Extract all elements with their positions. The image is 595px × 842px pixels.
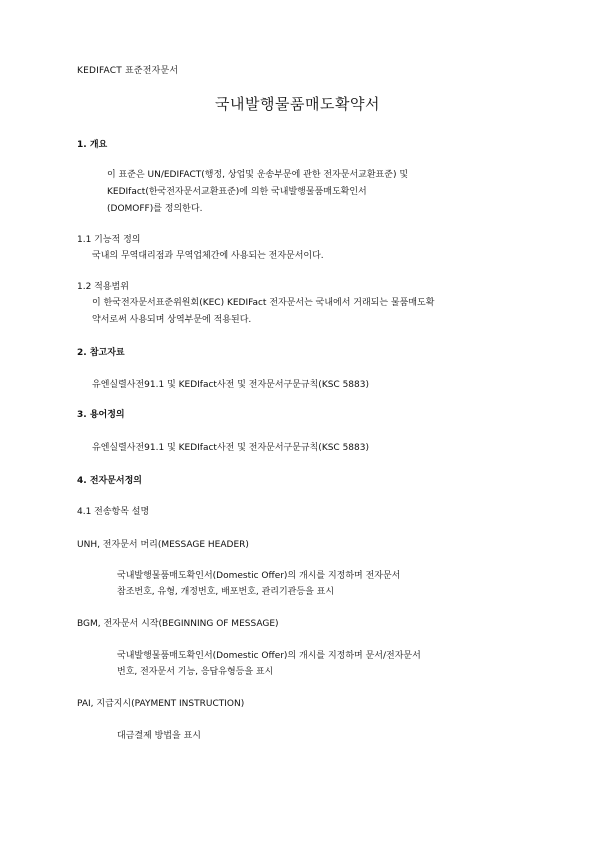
segment-label-bgm: BGM, 전자문서 시작(BEGINNING OF MESSAGE) [77, 619, 279, 629]
scope-line: 약서로써 사용되며 상역부문에 적용된다. [92, 315, 252, 325]
segment-description-line: 대금결제 방법을 표시 [117, 731, 201, 741]
segment-description-line: 국내발행물품매도확인서(Domestic Offer)의 개시를 지정하며 전자문서 [117, 571, 401, 581]
segment-label-unh: UNH, 전자문서 머리(MESSAGE HEADER) [77, 540, 249, 550]
document-type-label: KEDIFACT 표준전자문서 [77, 66, 179, 76]
section-heading-message-definition: 4. 전자문서정의 [77, 476, 142, 486]
segment-description-line: 참조번호, 유형, 개정번호, 배포번호, 관리기관등을 표시 [117, 587, 335, 597]
document-title: 국내발행물품매도확약서 [215, 95, 380, 113]
subsection-heading-transmission-items: 4.1 전송항목 설명 [77, 507, 150, 517]
overview-line: KEDIfact(한국전자문서교환표준)에 의한 국내발행물품매도확인서 [107, 187, 367, 197]
references-text: 유엔실렬사전91.1 및 KEDIfact사전 및 전자문서구문규칙(KSC 5883) [92, 380, 369, 390]
overview-line: (DOMOFF)를 정의한다. [107, 204, 203, 214]
section-heading-terms: 3. 용어정의 [77, 410, 125, 420]
segment-label-pai: PAI, 지급지시(PAYMENT INSTRUCTION) [77, 699, 245, 709]
segment-description-line: 번호, 전자문서 기능, 응답유형등을 표시 [117, 667, 274, 677]
terms-text: 유엔실렬사전91.1 및 KEDIfact사전 및 전자문서구문규칙(KSC 5883) [92, 443, 369, 453]
functional-definition-text: 국내의 무역대리점과 무역업체간에 사용되는 전자문서이다. [92, 251, 324, 261]
subsection-heading-functional-definition: 1.1 기능적 정의 [77, 235, 141, 245]
overview-line: 이 표준은 UN/EDIFACT(행정, 상업및 운송부문에 관한 전자문서교환표준) 및 [107, 170, 409, 180]
subsection-heading-scope: 1.2 적용범위 [77, 282, 129, 292]
segment-description-line: 국내발행물품매도확인서(Domestic Offer)의 개시를 지정하며 문서/전자문서 [117, 651, 421, 661]
section-heading-overview: 1. 개요 [77, 140, 108, 150]
scope-line: 이 한국전자문서표준위원회(KEC) KEDIFact 전자문서는 국내에서 거래되는 물품매도확 [92, 298, 435, 308]
section-heading-references: 2. 참고자료 [77, 348, 125, 358]
